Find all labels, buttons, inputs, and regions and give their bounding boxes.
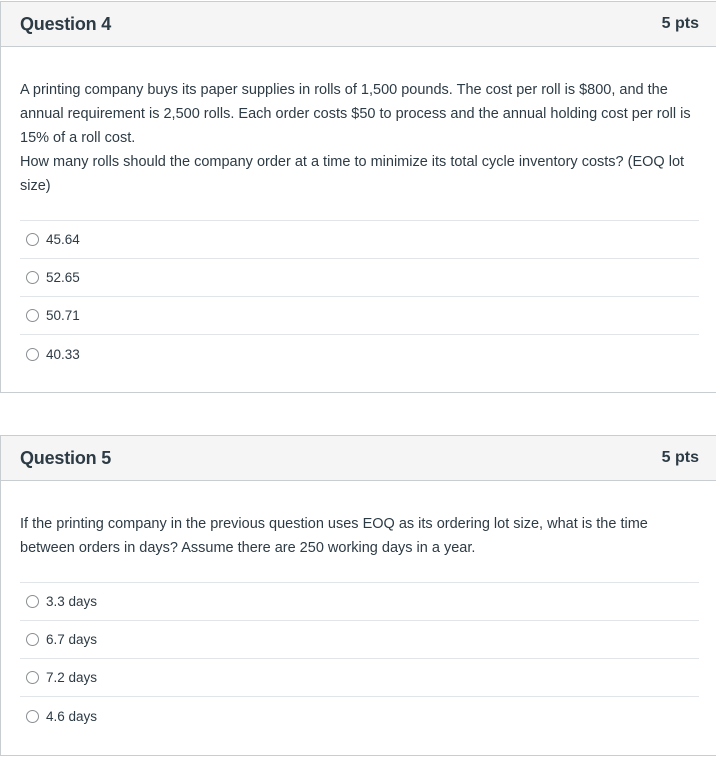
answer-option[interactable] — [20, 335, 699, 373]
question-title: Question 4 — [20, 13, 112, 34]
radio-button[interactable] — [26, 271, 39, 284]
answer-label: 7.2 days — [46, 670, 98, 685]
answer-option[interactable] — [20, 583, 699, 621]
radio-button[interactable] — [26, 671, 39, 684]
question-points: 5 pts — [661, 15, 699, 32]
question-4 — [0, 1, 716, 393]
question-text — [20, 512, 699, 560]
answer-option[interactable] — [20, 297, 699, 335]
answer-list — [20, 582, 699, 735]
answer-option[interactable] — [20, 621, 699, 659]
radio-button[interactable] — [26, 710, 39, 723]
answer-label: 50.71 — [46, 308, 80, 323]
question-body — [20, 512, 699, 560]
question-paragraph: How many rolls should the company order at a time to minimize its total cycle inventory costs? (EOQ lot size) — [20, 154, 685, 194]
answer-option[interactable] — [20, 221, 699, 259]
question-body — [20, 78, 699, 198]
answer-label: 45.64 — [46, 232, 80, 247]
answer-option[interactable] — [20, 659, 699, 697]
question-5 — [0, 435, 716, 756]
answer-label: 6.7 days — [46, 632, 98, 647]
answer-label: 4.6 days — [46, 708, 98, 724]
question-paragraph: If the printing company in the previous question uses EOQ as its ordering lot size, what is the time between orders in days? Assume there are 250 working days in a year. — [20, 516, 648, 556]
answer-list — [20, 220, 699, 373]
question-header — [1, 2, 716, 47]
radio-button[interactable] — [26, 348, 39, 361]
question-text — [20, 78, 699, 198]
question-header — [1, 436, 716, 481]
radio-button[interactable] — [26, 233, 39, 246]
radio-button[interactable] — [26, 633, 39, 646]
question-points: 5 pts — [661, 449, 699, 466]
answer-label: 3.3 days — [46, 594, 98, 609]
answer-label: 52.65 — [46, 270, 80, 285]
answer-option[interactable] — [20, 259, 699, 297]
answer-option[interactable] — [20, 697, 699, 735]
answer-label: 40.33 — [46, 346, 80, 362]
radio-button[interactable] — [26, 595, 39, 608]
question-title: Question 5 — [20, 447, 112, 468]
question-paragraph: A printing company buys its paper supplies in rolls of 1,500 pounds. The cost per roll is $800, and the annual requirement is 2,500 rolls. Each order costs $50 to process and the annual holding cost per roll is 15% of a roll cost. — [20, 82, 691, 146]
radio-button[interactable] — [26, 309, 39, 322]
